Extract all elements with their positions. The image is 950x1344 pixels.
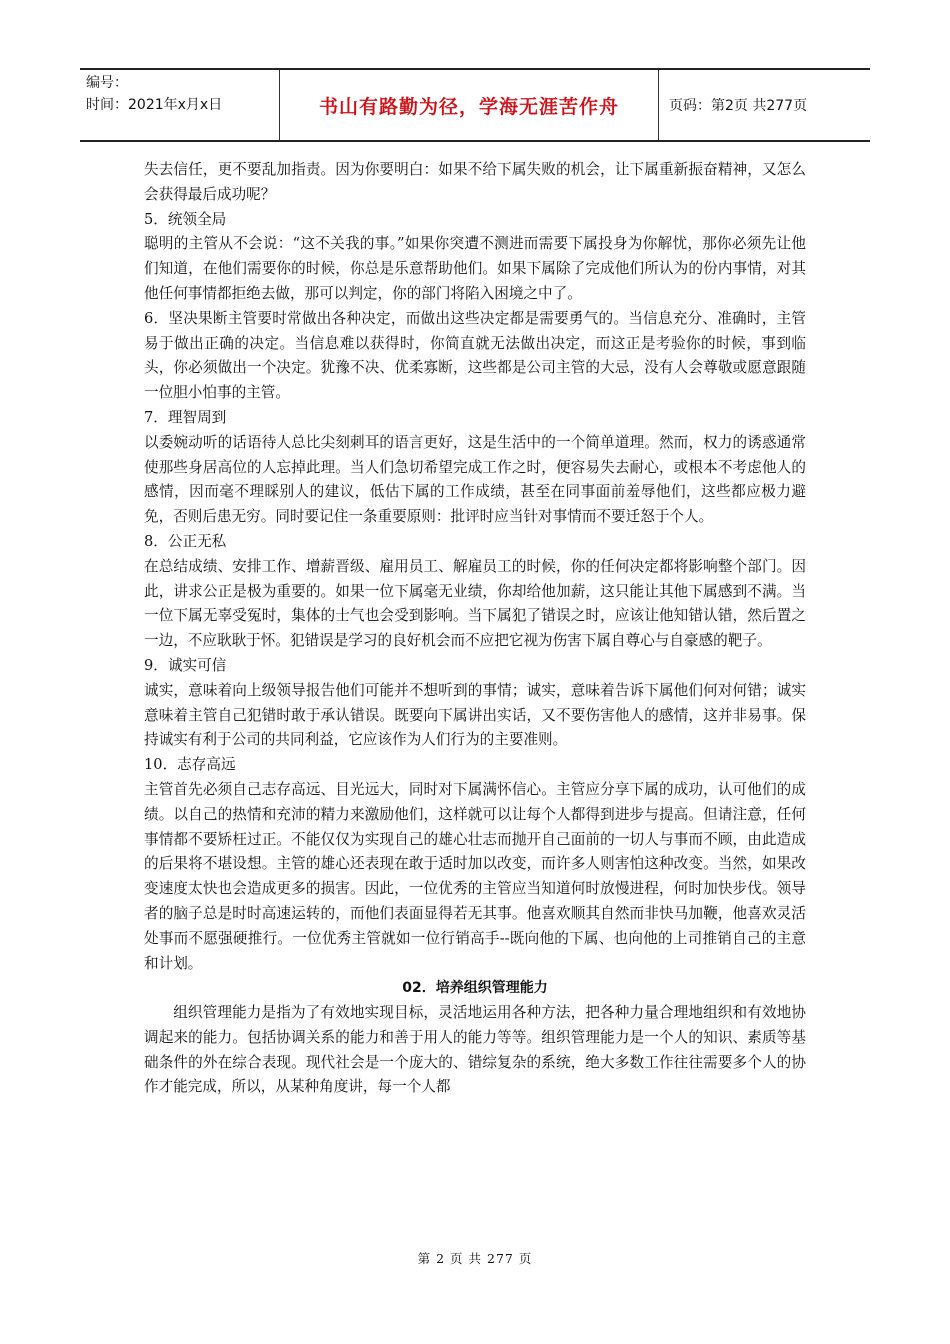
item-heading: 5．统领全局 xyxy=(144,210,227,228)
section-heading: 02．培养组织管理能力 xyxy=(402,980,548,997)
header-motto: 书山有路勤为径，学海无涯苦作舟 xyxy=(280,70,659,140)
header-page-info: 页码：第2页 共277页 xyxy=(669,98,808,114)
page-header xyxy=(80,68,870,142)
paragraph: 在总结成绩、安排工作、增薪晋级、雇用员工、解雇员工的时候，你的任何决定都将影响整个部门。因此，讲求公正是极为重要的。如果一位下属毫无业绩，你却给他加薪，这只能让其他下属感到不满。当一位下属无辜受冤时，集体的士气也会受到影响。当下属犯了错误之时，应该让他知错认错，然后置之一边，不应耿耿于怀。犯错误是学习的良好机会而不应把它视为伤害下属自尊心与自豪感的靶子。 xyxy=(144,557,806,650)
paragraph: 主管首先必须自己志存高远、目光远大，同时对下属满怀信心。主管应分享下属的成功，认可他们的成绩。以自己的热情和充沛的精力来激励他们，这样就可以让每个人都得到进步与提高。但请注意，任何事情都不要矫枉过正。不能仅仅为实现自己的雄心壮志而抛开自己面前的一切人与事而不顾，由此造成的后果将不堪设想。主管的雄心还表现在敢于适时加以改变，而许多人则害怕这种改变。当然，如果改变速度太快也会造成更多的损害。因此，一位优秀的主管应当知道何时放慢进程，何时加快步伐。领导者的脑子总是时时高速运转的，而他们表面显得若无其事。他喜欢顺其自然而非快马加鞭，他喜欢灵活处事而不愿强硬推行。一位优秀主管就如一位行销高手--既向他的下属、也向他的上司推销自己的主意和计划。 xyxy=(144,780,806,972)
paragraph: 失去信任，更不要乱加指责。因为你要明白：如果不给下属失败的机会，让下属重新振奋精神，又怎么会获得最后成功呢？ xyxy=(144,161,806,203)
paragraph: 诚实，意味着向上级领导报告他们可能并不想听到的事情；诚实，意味着告诉下属他们何对何错；诚实意味着主管自己犯错时敢于承认错误。既要向下属讲出实话，又不要伤害他人的感情，这并非易事。保持诚实有利于公司的共同利益，它应该作为人们行为的主要准则。 xyxy=(144,681,806,749)
item-heading: 10．志存高远 xyxy=(144,756,236,774)
paragraph: 6．坚决果断主管要时常做出各种决定，而做出这些决定都是需要勇气的。当信息充分、准确时，主管易于做出正确的决定。当信息难以获得时，你简直就无法做出决定，而这正是考验你的时候，事到临头，你必须做出一个决定。犹豫不决、优柔寡断，这些都是公司主管的大忌，没有人会尊敬或愿意跟随一位胆小怕事的主管。 xyxy=(144,309,806,402)
header-meta-cell xyxy=(80,70,280,140)
paragraph: 聪明的主管从不会说：“这不关我的事。”如果你突遭不测进而需要下属投身为你解忧，那你必须先让他们知道，在他们需要你的时候，你总是乐意帮助他们。如果下属除了完成他们所认为的份内事情，对其他任何事情都拒绝去做，那可以判定，你的部门将陷入困境之中了。 xyxy=(144,235,806,302)
item-heading: 8．公正无私 xyxy=(144,532,227,550)
item-heading: 7．理智周到 xyxy=(144,408,227,426)
document-date: 时间：2021年x月x日 xyxy=(86,97,223,113)
document-number-label: 编号： xyxy=(86,75,128,91)
section-paragraph: 组织管理能力是指为了有效地实现目标，灵活地运用各种方法，把各种力量合理地组织和有效地协调起来的能力。包括协调关系的能力和善于用人的能力等等。组织管理能力是一个人的知识、素质等基础条件的外在综合表现。现代社会是一个庞大的、错综复杂的系统，绝大多数工作往往需要多个人的协作才能完成，所以，从某种角度讲，每一个人都 xyxy=(144,1004,806,1096)
document-body xyxy=(144,158,806,1100)
item-heading: 9．诚实可信 xyxy=(144,656,227,674)
page-footer: 第 2 页 共 277 页 xyxy=(417,1251,533,1266)
paragraph: 以委婉动听的话语待人总比尖刻刺耳的语言更好，这是生活中的一个简单道理。然而，权力的诱惑通常使那些身居高位的人忘掉此理。当人们急切希望完成工作之时，便容易失去耐心，或根本不考虑他人的感情，因而毫不理睬别人的建议，低估下属的工作成绩，甚至在同事面前羞辱他们，这些都应极力避免，否则后患无穷。同时要记住一条重要原则：批评时应当针对事情而不要迁怒于个人。 xyxy=(144,433,806,526)
